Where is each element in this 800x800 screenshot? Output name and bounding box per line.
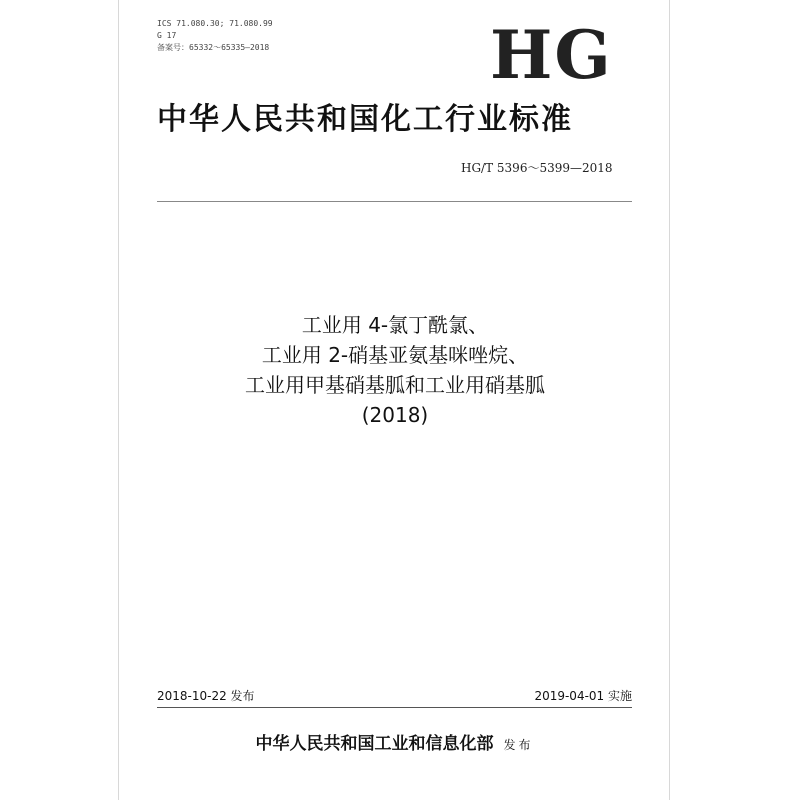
publish-date: 2018-10-22 发布 (157, 689, 255, 703)
implement-date: 2019-04-01 实施 (534, 689, 632, 703)
title-line-2: 工业用 2-硝基亚氨基咪唑烷、 (261, 343, 529, 367)
title-line-1: 工业用 4-氯丁酰氯、 (301, 313, 489, 337)
top-divider (157, 201, 632, 202)
standard-title: 中华人民共和国化工行业标准 (157, 102, 573, 137)
bottom-divider (157, 707, 632, 708)
document-title (150, 310, 640, 430)
publisher-suffix: 发布 (503, 738, 534, 752)
title-line-3: 工业用甲基硝基胍和工业用硝基胍 (245, 373, 545, 397)
hg-logo: HG (490, 16, 613, 94)
title-line-4: (2018) (361, 403, 429, 427)
classification-meta (157, 18, 273, 54)
ics-code: ICS 71.080.30; 71.080.99 (157, 19, 273, 28)
publisher-name: 中华人民共和国工业和信息化部 (255, 734, 494, 754)
category-code: G 17 (157, 31, 177, 40)
standard-number: HG/T 5396～5399—2018 (461, 161, 613, 175)
record-number: 备案号：65332～65335—2018 (157, 43, 270, 52)
publisher (157, 733, 632, 756)
